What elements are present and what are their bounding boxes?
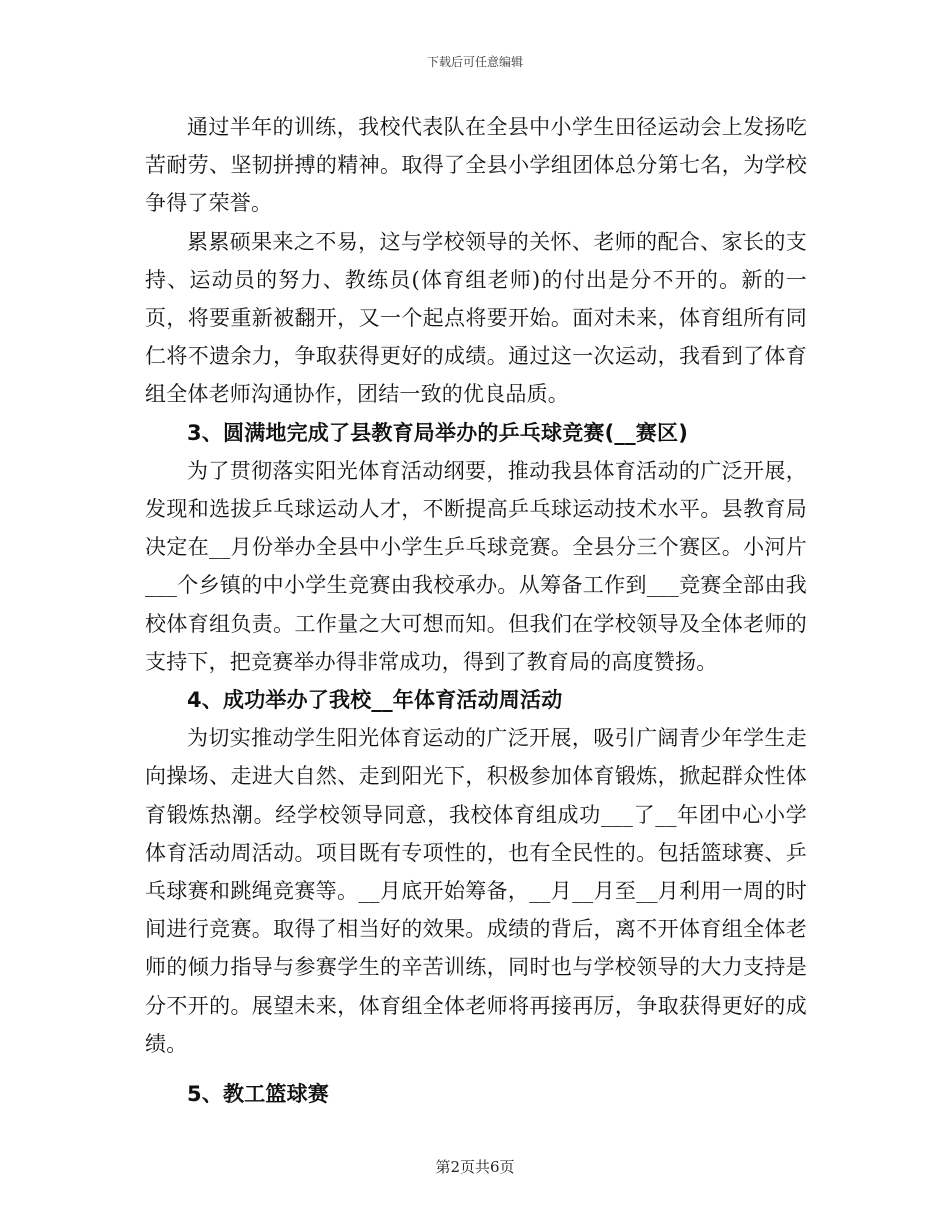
page-header: 下载后可任意编辑 <box>426 55 523 69</box>
paragraph-training-results: 通过半年的训练，我校代表队在全县中小学生田径运动会上发扬吃苦耐劳、坚韧拼搏的精神。取得了全县小学组团体总分第七名，为学校争得了荣誉。 <box>145 115 807 216</box>
paragraph-sports-week: 为切实推动学生阳光体育运动的广泛开展，吸引广阔青少年学生走向操场、走进大自然、走到阳光下，积极参加体育锻炼，掀起群众性体育锻炼热潮。经学校领导同意，我校体育组成功___了__年团中心小学体育活动周活动。项目既有专项性的，也有全民性的。包括篮球赛、乒乓球赛和跳绳竞赛等。__月底开始筹备，__月__月至__月利用一周的时间进行竞赛。取得了相当好的效果。成绩的背后，离不开体育组全体老师的倾力指导与参赛学生的辛苦训练，同时也与学校领导的大力支持是分不开的。展望未来，体育组全体老师将再接再厉，争取获得更好的成绩。 <box>145 726 807 1056</box>
paragraph-achievements: 累累硕果来之不易，这与学校领导的关怀、老师的配合、家长的支持、运动员的努力、教练员(体育组老师)的付出是分不开的。新的一页，将要重新被翻开，又一个起点将要开始。面对未来，体育组所有同仁将不遗余力，争取获得更好的成绩。通过这一次运动，我看到了体育组全体老师沟通协作，团结一致的优良品质。 <box>145 229 807 407</box>
paragraph-table-tennis: 为了贯彻落实阳光体育活动纲要，推动我县体育活动的广泛开展，发现和选拔乒乓球运动人才，不断提高乒乓球运动技术水平。县教育局决定在__月份举办全县中小学生乒乓球竞赛。全县分三个赛区。小河片___个乡镇的中小学生竞赛由我校承办。从筹备工作到___竞赛全部由我校体育组负责。工作量之大可想而知。但我们在学校领导及全体老师的支持下，把竞赛举办得非常成功，得到了教育局的高度赞扬。 <box>145 458 807 674</box>
page-footer: 第2页共6页 <box>435 1158 515 1176</box>
heading-sports-week: 4、成功举办了我校__年体育活动周活动 <box>187 688 563 713</box>
document-body <box>145 108 807 1113</box>
heading-staff-basketball: 5、教工篮球赛 <box>187 1082 330 1107</box>
heading-table-tennis: 3、圆满地完成了县教育局举办的乒乓球竞赛(__赛区) <box>187 420 689 445</box>
